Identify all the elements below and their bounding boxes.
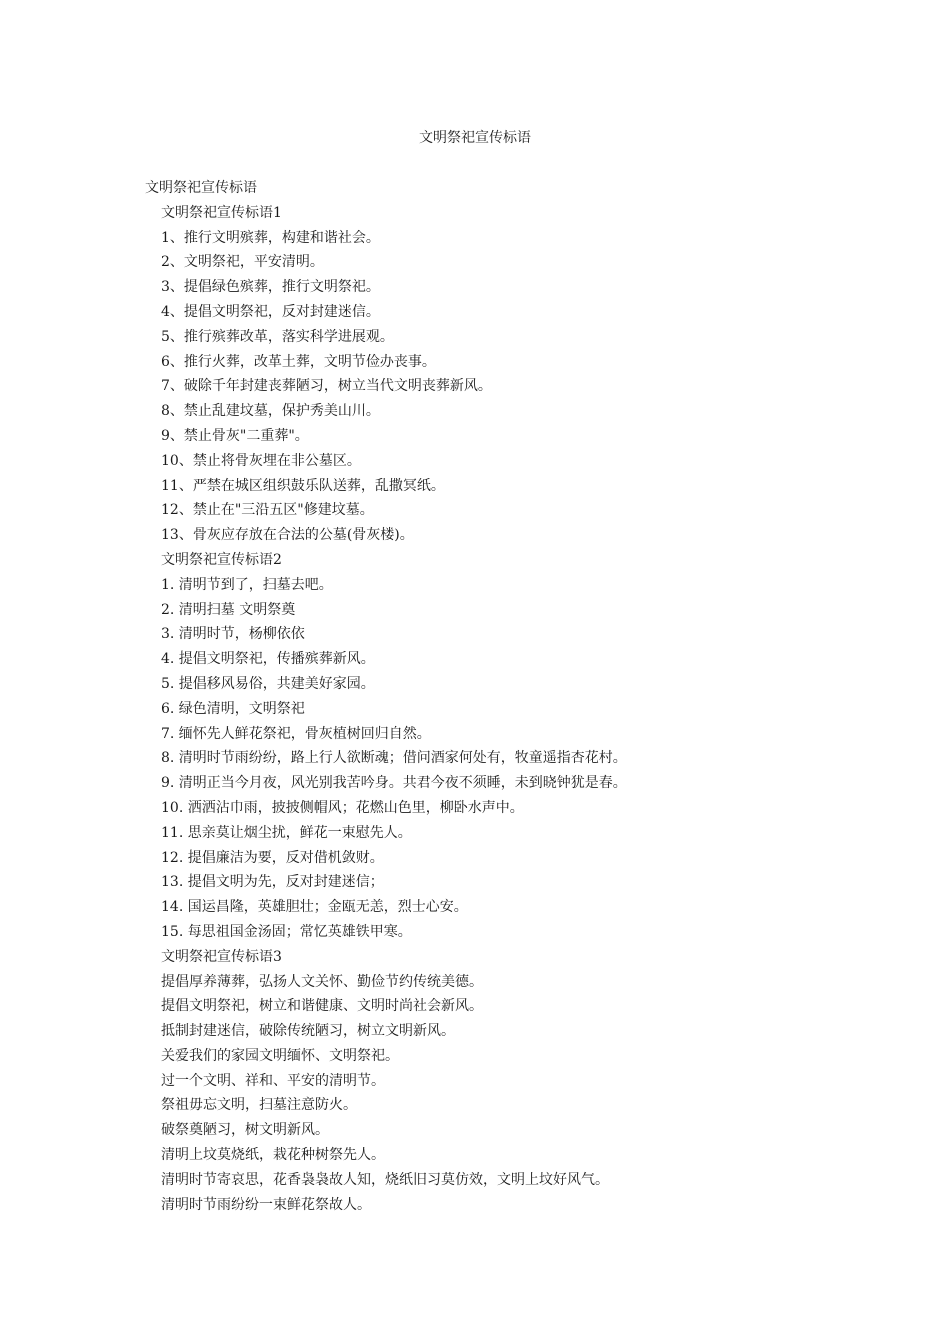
slogan-item: 1. 清明节到了，扫墓去吧。 — [161, 576, 333, 593]
slogan-item: 8、禁止乱建坟墓，保护秀美山川。 — [161, 403, 380, 420]
slogan-item: 15. 每思祖国金汤固；常忆英雄铁甲寒。 — [161, 923, 412, 940]
slogan-item: 5. 提倡移风易俗，共建美好家园。 — [161, 675, 375, 692]
slogan-item: 13. 提倡文明为先，反对封建迷信； — [161, 874, 384, 891]
slogan-item: 13、骨灰应存放在合法的公墓(骨灰楼)。 — [161, 527, 414, 544]
slogan-item: 12. 提倡廉洁为要，反对借机敛财。 — [161, 849, 384, 866]
slogan-item: 1、推行文明殡葬，构建和谐社会。 — [161, 229, 380, 246]
slogan-item: 祭祖毋忘文明，扫墓注意防火。 — [161, 1097, 357, 1114]
slogan-item: 清明时节寄哀思，花香袅袅故人知，烧纸旧习莫仿效，文明上坟好风气。 — [161, 1171, 609, 1188]
slogan-item: 5、推行殡葬改革，落实科学进展观。 — [161, 328, 394, 345]
document-title: 文明祭祀宣传标语 — [419, 130, 531, 146]
section-1 — [145, 201, 845, 548]
document-body — [145, 176, 845, 1217]
section-3 — [145, 945, 845, 1218]
slogan-item: 2、文明祭祀，平安清明。 — [161, 254, 324, 271]
slogan-item: 清明上坟莫烧纸，栽花种树祭先人。 — [161, 1147, 385, 1164]
slogan-item: 9、禁止骨灰"二重葬"。 — [161, 427, 309, 444]
slogan-item: 3、提倡绿色殡葬，推行文明祭祀。 — [161, 279, 380, 296]
section-2 — [145, 548, 845, 945]
slogan-item: 8. 清明时节雨纷纷，路上行人欲断魂；借问酒家何处有，牧童遥指杏花村。 — [161, 750, 627, 767]
slogan-item: 6. 绿色清明，文明祭祀 — [161, 700, 305, 717]
slogan-item: 12、禁止在"三沿五区"修建坟墓。 — [161, 502, 374, 519]
slogan-item: 10、禁止将骨灰埋在非公墓区。 — [161, 452, 361, 469]
slogan-item: 破祭奠陋习，树文明新风。 — [161, 1122, 329, 1139]
document-heading: 文明祭祀宣传标语 — [145, 180, 257, 196]
slogan-item: 4. 提倡文明祭祀，传播殡葬新风。 — [161, 651, 375, 668]
slogan-item: 提倡文明祭祀，树立和谐健康、文明时尚社会新风。 — [161, 998, 483, 1015]
slogan-item: 11、严禁在城区组织鼓乐队送葬，乱撒冥纸。 — [161, 477, 445, 494]
slogan-item: 14. 国运昌隆，英雄胆壮；金瓯无恙，烈士心安。 — [161, 899, 468, 916]
slogan-item: 10. 洒洒沾巾雨，披披侧帽风；花燃山色里，柳卧水声中。 — [161, 799, 524, 816]
slogan-item: 3. 清明时节，杨柳依依 — [161, 626, 305, 643]
slogan-item: 4、提倡文明祭祀，反对封建迷信。 — [161, 303, 380, 320]
slogan-item: 关爱我们的家园文明缅怀、文明祭祀。 — [161, 1047, 399, 1064]
slogan-item: 2. 清明扫墓 文明祭奠 — [161, 601, 296, 618]
slogan-item: 过一个文明、祥和、平安的清明节。 — [161, 1072, 385, 1089]
slogan-item: 6、推行火葬，改革土葬，文明节俭办丧事。 — [161, 353, 436, 370]
slogan-item: 11. 思亲莫让烟尘扰，鲜花一束慰先人。 — [161, 824, 412, 841]
slogan-item: 7. 缅怀先人鲜花祭祀，骨灰植树回归自然。 — [161, 725, 431, 742]
section-title: 文明祭祀宣传标语2 — [161, 551, 282, 568]
slogan-item: 清明时节雨纷纷一束鲜花祭故人。 — [161, 1196, 371, 1213]
slogan-item: 提倡厚养薄葬，弘扬人文关怀、勤俭节约传统美德。 — [161, 973, 483, 990]
section-title: 文明祭祀宣传标语3 — [161, 948, 282, 965]
slogan-item: 7、破除千年封建丧葬陋习，树立当代文明丧葬新风。 — [161, 378, 492, 395]
slogan-item: 9. 清明正当今月夜，风光别我苦吟身。共君今夜不须睡，未到晓钟犹是春。 — [161, 775, 627, 792]
slogan-item: 抵制封建迷信，破除传统陋习，树立文明新风。 — [161, 1023, 455, 1040]
section-title: 文明祭祀宣传标语1 — [161, 204, 282, 221]
